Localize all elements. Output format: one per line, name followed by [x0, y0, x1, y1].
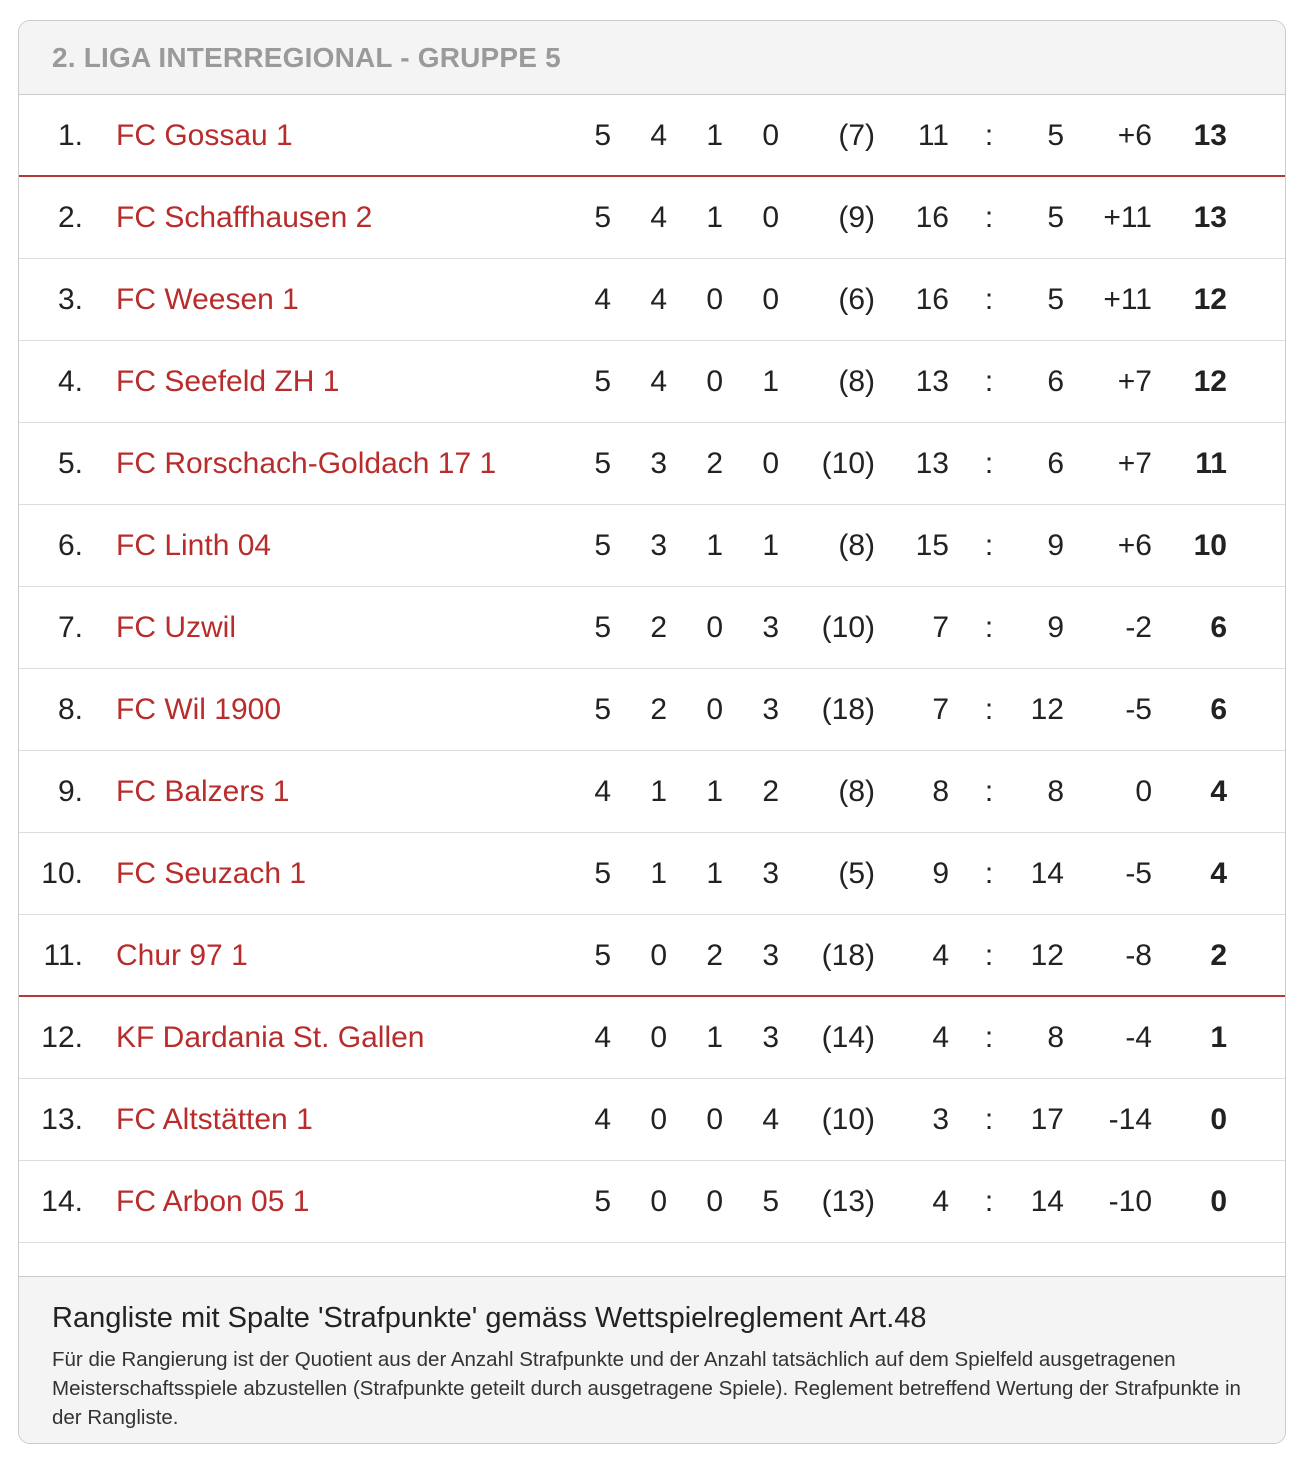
losses: 3 — [762, 693, 779, 726]
rank: 3. — [57, 283, 83, 316]
goals-for: 3 — [932, 1103, 949, 1136]
table-row — [19, 587, 1285, 669]
goals-for: 4 — [932, 1185, 949, 1218]
games-played: 5 — [594, 1185, 611, 1218]
goals-against: 14 — [1030, 857, 1064, 890]
goal-difference: -14 — [1108, 1103, 1152, 1136]
draws: 0 — [706, 365, 723, 398]
goal-difference: -5 — [1125, 857, 1152, 890]
losses: 3 — [762, 857, 779, 890]
penalty-points: (8) — [838, 775, 875, 808]
points: 10 — [1193, 529, 1227, 562]
penalty-points: (8) — [838, 365, 875, 398]
rank: 7. — [57, 611, 83, 644]
losses: 0 — [762, 283, 779, 316]
goal-separator: : — [984, 1185, 994, 1218]
points: 4 — [1210, 775, 1227, 808]
games-played: 5 — [594, 447, 611, 480]
losses: 2 — [762, 775, 779, 808]
penalty-points: (14) — [821, 1021, 875, 1054]
table-row — [19, 833, 1285, 915]
goals-against: 6 — [1047, 447, 1064, 480]
team-link[interactable]: FC Seuzach 1 — [116, 857, 307, 890]
points: 6 — [1210, 693, 1227, 726]
wins: 3 — [650, 529, 667, 562]
goal-difference: -5 — [1125, 693, 1152, 726]
wins: 0 — [650, 1103, 667, 1136]
draws: 2 — [706, 447, 723, 480]
goal-separator: : — [984, 201, 994, 234]
draws: 1 — [706, 529, 723, 562]
wins: 0 — [650, 1185, 667, 1218]
points: 12 — [1193, 365, 1227, 398]
draws: 1 — [706, 775, 723, 808]
draws: 0 — [706, 693, 723, 726]
goal-separator: : — [984, 1021, 994, 1054]
points: 4 — [1210, 857, 1227, 890]
draws: 0 — [706, 1103, 723, 1136]
penalty-points: (10) — [821, 611, 875, 644]
card-footer — [19, 1277, 1285, 1444]
games-played: 5 — [594, 119, 611, 152]
goal-difference: -10 — [1108, 1185, 1152, 1218]
goals-against: 5 — [1047, 119, 1064, 152]
goals-for: 16 — [915, 201, 949, 234]
team-link[interactable]: FC Arbon 05 1 — [116, 1185, 310, 1218]
rank: 8. — [57, 693, 83, 726]
goals-for: 9 — [932, 857, 949, 890]
goals-for: 11 — [917, 119, 949, 152]
goals-for: 8 — [932, 775, 949, 808]
team-link[interactable]: FC Gossau 1 — [116, 119, 293, 152]
rank: 9. — [57, 775, 83, 808]
games-played: 5 — [594, 857, 611, 890]
league-title: 2. LIGA INTERREGIONAL - GRUPPE 5 — [52, 41, 561, 73]
table-row — [19, 259, 1285, 341]
goal-difference: +11 — [1103, 283, 1152, 316]
goals-for: 16 — [915, 283, 949, 316]
losses: 3 — [762, 1021, 779, 1054]
team-link[interactable]: FC Schaffhausen 2 — [116, 201, 373, 234]
goal-separator: : — [984, 365, 994, 398]
team-link[interactable]: FC Rorschach-Goldach 17 1 — [116, 447, 497, 480]
goal-difference: +6 — [1117, 529, 1152, 562]
penalty-points: (9) — [838, 201, 875, 234]
goal-separator: : — [984, 119, 994, 152]
points: 6 — [1210, 611, 1227, 644]
goals-for: 7 — [932, 693, 949, 726]
rank: 13. — [41, 1103, 83, 1136]
table-row — [19, 95, 1285, 177]
table-row — [19, 915, 1285, 997]
table-row — [19, 423, 1285, 505]
penalty-points: (10) — [821, 447, 875, 480]
draws: 2 — [706, 939, 723, 972]
penalty-points: (6) — [838, 283, 875, 316]
goal-separator: : — [984, 857, 994, 890]
goals-against: 8 — [1047, 1021, 1064, 1054]
losses: 0 — [762, 201, 779, 234]
goals-against: 12 — [1030, 939, 1064, 972]
goal-separator: : — [984, 447, 994, 480]
wins: 4 — [650, 365, 667, 398]
games-played: 4 — [594, 1103, 611, 1136]
goals-for: 13 — [915, 447, 949, 480]
points: 11 — [1195, 447, 1227, 480]
rank: 5. — [57, 447, 83, 480]
games-played: 4 — [594, 1021, 611, 1054]
losses: 0 — [762, 447, 779, 480]
losses: 4 — [762, 1103, 779, 1136]
goal-difference: -8 — [1125, 939, 1152, 972]
goal-difference: +11 — [1103, 201, 1152, 234]
goals-against: 14 — [1030, 1185, 1064, 1218]
table-spacer — [19, 1243, 1285, 1277]
draws: 1 — [706, 119, 723, 152]
games-played: 5 — [594, 529, 611, 562]
points: 13 — [1193, 119, 1227, 152]
table-row — [19, 177, 1285, 259]
rank: 4. — [57, 365, 83, 398]
rank: 2. — [57, 201, 83, 234]
draws: 1 — [706, 1021, 723, 1054]
games-played: 5 — [594, 693, 611, 726]
rank: 6. — [57, 529, 83, 562]
goal-difference: -2 — [1125, 611, 1152, 644]
table-row — [19, 341, 1285, 423]
wins: 4 — [650, 201, 667, 234]
wins: 0 — [650, 939, 667, 972]
team-link[interactable]: FC Linth 04 — [116, 529, 272, 562]
goal-difference: +6 — [1117, 119, 1152, 152]
games-played: 4 — [594, 283, 611, 316]
points: 13 — [1193, 201, 1227, 234]
wins: 1 — [650, 775, 667, 808]
goal-separator: : — [984, 1103, 994, 1136]
goal-separator: : — [984, 693, 994, 726]
goals-against: 12 — [1030, 693, 1064, 726]
goal-difference: +7 — [1117, 447, 1152, 480]
rank: 10. — [41, 857, 83, 890]
rank: 11. — [43, 939, 83, 972]
losses: 3 — [762, 939, 779, 972]
goals-against: 5 — [1047, 201, 1064, 234]
wins: 4 — [650, 283, 667, 316]
team-link[interactable]: FC Altstätten 1 — [116, 1103, 313, 1136]
goal-separator: : — [984, 529, 994, 562]
wins: 1 — [650, 857, 667, 890]
table-row — [19, 751, 1285, 833]
goals-against: 6 — [1047, 365, 1064, 398]
goals-against: 5 — [1047, 283, 1064, 316]
losses: 5 — [762, 1185, 779, 1218]
team-link[interactable]: Chur 97 1 — [116, 939, 248, 972]
team-link[interactable]: KF Dardania St. Gallen — [116, 1021, 425, 1054]
table-row — [19, 997, 1285, 1079]
standings-table — [19, 95, 1285, 1277]
games-played: 4 — [594, 775, 611, 808]
table-row — [19, 669, 1285, 751]
rank: 1. — [57, 119, 83, 152]
wins: 4 — [650, 119, 667, 152]
goal-separator: : — [984, 283, 994, 316]
games-played: 5 — [594, 611, 611, 644]
points: 12 — [1193, 283, 1227, 316]
penalty-points: (5) — [838, 857, 875, 890]
goal-separator: : — [984, 939, 994, 972]
team-link[interactable]: FC Uzwil — [116, 611, 236, 644]
games-played: 5 — [594, 201, 611, 234]
goals-for: 4 — [932, 939, 949, 972]
goal-difference: -4 — [1125, 1021, 1152, 1054]
draws: 0 — [706, 1185, 723, 1218]
wins: 0 — [650, 1021, 667, 1054]
goals-against: 9 — [1047, 529, 1064, 562]
losses: 3 — [762, 611, 779, 644]
losses: 1 — [762, 365, 779, 398]
team-link[interactable]: FC Seefeld ZH 1 — [116, 365, 340, 398]
penalty-points: (7) — [838, 119, 875, 152]
team-link[interactable]: FC Balzers 1 — [116, 775, 290, 808]
goals-for: 13 — [915, 365, 949, 398]
penalty-points: (18) — [821, 693, 875, 726]
losses: 0 — [762, 119, 779, 152]
penalty-points: (13) — [821, 1185, 875, 1218]
card-header — [19, 21, 1285, 95]
goal-difference: +7 — [1117, 365, 1152, 398]
draws: 0 — [706, 283, 723, 316]
points: 0 — [1210, 1103, 1227, 1136]
penalty-points: (8) — [838, 529, 875, 562]
games-played: 5 — [594, 939, 611, 972]
goal-difference: 0 — [1135, 775, 1152, 808]
footer-title: Rangliste mit Spalte 'Strafpunkte' gemäss Wettspielreglement Art.48 — [52, 1302, 927, 1334]
penalty-points: (18) — [821, 939, 875, 972]
points: 0 — [1210, 1185, 1227, 1218]
table-row — [19, 1161, 1285, 1243]
wins: 2 — [650, 693, 667, 726]
wins: 3 — [650, 447, 667, 480]
table-row — [19, 505, 1285, 587]
losses: 1 — [762, 529, 779, 562]
rank: 12. — [41, 1021, 83, 1054]
goal-separator: : — [984, 775, 994, 808]
goals-for: 4 — [932, 1021, 949, 1054]
goals-against: 8 — [1047, 775, 1064, 808]
table-row — [19, 1079, 1285, 1161]
rank: 14. — [41, 1185, 83, 1218]
games-played: 5 — [594, 365, 611, 398]
team-link[interactable]: FC Wil 1900 — [116, 693, 282, 726]
penalty-points: (10) — [821, 1103, 875, 1136]
points: 1 — [1210, 1021, 1227, 1054]
goals-for: 15 — [915, 529, 949, 562]
wins: 2 — [650, 611, 667, 644]
goals-for: 7 — [932, 611, 949, 644]
draws: 1 — [706, 201, 723, 234]
standings-card — [18, 20, 1286, 1444]
footer-note: Für die Rangierung ist der Quotient aus der Anzahl Strafpunkte und der Anzahl tatsächlich auf dem Spielfeld ausgetragenen Meisterschaftsspiele abzustellen (Strafpunkte geteilt durch ausgetragene Spiele). Reglement betreffend Wertung der Strafpunkte in der Rangliste. — [52, 1348, 1241, 1429]
goal-separator: : — [984, 611, 994, 644]
draws: 0 — [706, 611, 723, 644]
goals-against: 9 — [1047, 611, 1064, 644]
points: 2 — [1210, 939, 1227, 972]
draws: 1 — [706, 857, 723, 890]
goals-against: 17 — [1030, 1103, 1064, 1136]
team-link[interactable]: FC Weesen 1 — [116, 283, 299, 316]
